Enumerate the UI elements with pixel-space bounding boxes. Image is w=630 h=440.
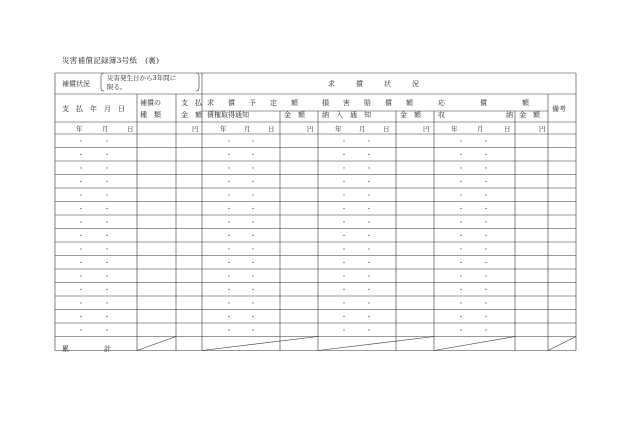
damage-amount-label: 金 額 [400,111,421,119]
remarks-heading: 備考 [552,105,566,113]
date-separator-dot: ・ [366,287,373,294]
date-separator-dot: ・ [341,287,348,294]
claim-notice-heading: 債権取得通知 [207,111,249,119]
comp-type-line1: 補償の [140,99,161,107]
date-separator-dot: ・ [366,233,373,240]
date-separator-dot: ・ [226,287,233,294]
date-separator-dot: ・ [366,165,373,173]
date-separator-dot: ・ [226,233,233,240]
total-diagonal [548,337,576,351]
date-separator-dot: ・ [250,179,257,186]
date-separator-dot: ・ [341,233,348,240]
date-separator-dot: ・ [226,206,233,213]
date-separator-dot: ・ [341,314,348,321]
date-separator-dot: ・ [341,192,348,200]
date-separator-dot: ・ [78,233,85,240]
receipt-heading: 収 [438,111,445,119]
date-separator-dot: ・ [250,152,257,159]
date-separator-dot: ・ [104,260,111,267]
date-separator-dot: ・ [483,260,490,267]
note-bracket-right [196,73,199,91]
date-separator-dot: ・ [341,138,348,146]
date-separator-dot: ・ [341,300,348,308]
date-separator-dot: ・ [458,327,465,335]
date-separator-dot: ・ [366,206,373,213]
date-separator-dot: ・ [104,179,111,186]
date-separator-dot: ・ [483,327,490,335]
unit-yen-1: 円 [192,125,199,133]
date-separator-dot: ・ [78,192,85,200]
total-diagonal [434,337,515,351]
date-separator-dot: ・ [104,219,111,227]
date-separator-dot: ・ [341,219,348,227]
date-separator-dot: ・ [458,273,465,281]
date-separator-dot: ・ [104,233,111,240]
date-separator-dot: ・ [104,165,111,173]
unit-yen-2: 円 [307,125,314,133]
unit-month-4: 月 [477,125,484,133]
date-separator-dot: ・ [78,273,85,281]
date-separator-dot: ・ [458,300,465,308]
date-separator-dot: ・ [104,300,111,308]
date-separator-dot: ・ [366,152,373,159]
note-bracket-left [101,73,104,91]
damage-heading: 損 害 賠 償 額 [322,99,413,107]
receipt-heading-2: 納 [506,111,513,119]
date-separator-dot: ・ [250,260,257,267]
date-separator-dot: ・ [366,179,373,186]
date-separator-dot: ・ [483,287,490,294]
date-separator-dot: ・ [226,219,233,227]
payment-date-heading: 支 払 年 月 日 [62,105,125,113]
date-separator-dot: ・ [483,219,490,227]
date-separator-dot: ・ [366,219,373,227]
date-separator-dot: ・ [226,152,233,159]
date-separator-dot: ・ [250,300,257,308]
date-separator-dot: ・ [483,273,490,281]
date-separator-dot: ・ [78,300,85,308]
comp-type-line2: 種 類 [140,111,161,119]
date-separator-dot: ・ [483,300,490,308]
date-separator-dot: ・ [226,138,233,146]
date-separator-dot: ・ [226,327,233,335]
unit-year-4: 年 [451,125,458,133]
date-separator-dot: ・ [458,314,465,321]
date-separator-dot: ・ [104,152,111,159]
date-separator-dot: ・ [483,233,490,240]
date-separator-dot: ・ [341,152,348,159]
date-separator-dot: ・ [78,152,85,159]
date-separator-dot: ・ [250,138,257,146]
unit-day-3: 日 [383,125,390,133]
date-separator-dot: ・ [483,314,490,321]
date-separator-dot: ・ [483,165,490,173]
unit-month-2: 月 [244,125,251,133]
unit-month-3: 月 [359,125,366,133]
date-separator-dot: ・ [250,233,257,240]
date-separator-dot: ・ [483,206,490,213]
date-separator-dot: ・ [250,192,257,200]
form-title: 災害補償記録簿3号紙 (裏) [62,56,160,65]
date-separator-dot: ・ [78,327,85,335]
date-separator-dot: ・ [250,287,257,294]
date-separator-dot: ・ [78,179,85,186]
total-diagonal [318,337,434,351]
date-separator-dot: ・ [366,246,373,254]
total-diagonal [137,337,176,351]
date-separator-dot: ・ [226,192,233,200]
unit-year-3: 年 [335,125,342,133]
date-separator-dot: ・ [250,219,257,227]
date-separator-dot: ・ [226,273,233,281]
date-separator-dot: ・ [458,165,465,173]
date-separator-dot: ・ [78,206,85,213]
response-amount-label: 金 額 [519,111,540,119]
date-separator-dot: ・ [78,219,85,227]
date-separator-dot: ・ [483,152,490,159]
date-separator-dot: ・ [458,287,465,294]
date-separator-dot: ・ [250,327,257,335]
date-separator-dot: ・ [226,314,233,321]
claim-status-heading: 求 償 状 況 [328,80,419,88]
date-separator-dot: ・ [226,246,233,254]
unit-yen-4: 円 [539,125,546,133]
date-separator-dot: ・ [458,179,465,186]
date-separator-dot: ・ [341,327,348,335]
claim-amount-heading: 求 償 予 定 額 [207,99,298,107]
date-separator-dot: ・ [226,300,233,308]
date-separator-dot: ・ [250,246,257,254]
date-separator-dot: ・ [366,273,373,281]
date-separator-dot: ・ [458,219,465,227]
total-label: 累 計 [62,345,111,353]
date-separator-dot: ・ [341,260,348,267]
date-separator-dot: ・ [104,206,111,213]
date-separator-dot: ・ [104,327,111,335]
unit-month-1: 月 [102,125,109,133]
date-separator-dot: ・ [104,287,111,294]
date-separator-dot: ・ [341,206,348,213]
date-separator-dot: ・ [341,165,348,173]
date-separator-dot: ・ [226,179,233,186]
date-separator-dot: ・ [78,260,85,267]
date-separator-dot: ・ [104,192,111,200]
date-separator-dot: ・ [250,206,257,213]
claim-amount-label: 金 額 [284,111,305,119]
unit-yen-3: 円 [423,125,430,133]
date-separator-dot: ・ [366,138,373,146]
date-separator-dot: ・ [458,233,465,240]
date-separator-dot: ・ [250,273,257,281]
status-note-line1: 災害発生日から3年間に [107,74,177,82]
unit-year-2: 年 [220,125,227,133]
response-heading: 応 償 額 [438,99,529,107]
date-separator-dot: ・ [250,165,257,173]
date-separator-dot: ・ [226,260,233,267]
date-separator-dot: ・ [104,273,111,281]
date-separator-dot: ・ [104,138,111,146]
date-separator-dot: ・ [104,246,111,254]
paid-amount-line2: 金 額 [181,111,202,119]
date-separator-dot: ・ [226,165,233,173]
date-separator-dot: ・ [341,179,348,186]
date-separator-dot: ・ [458,152,465,159]
payment-notice-heading: 納 入 通 知 [322,111,371,119]
date-separator-dot: ・ [366,192,373,200]
date-separator-dot: ・ [483,192,490,200]
unit-year-1: 年 [76,125,83,133]
date-separator-dot: ・ [366,327,373,335]
date-separator-dot: ・ [458,138,465,146]
date-separator-dot: ・ [458,192,465,200]
date-separator-dot: ・ [458,260,465,267]
unit-day-4: 日 [504,125,511,133]
date-separator-dot: ・ [78,287,85,294]
date-separator-dot: ・ [78,246,85,254]
date-separator-dot: ・ [250,314,257,321]
date-separator-dot: ・ [458,206,465,213]
total-diagonal [202,337,318,351]
date-separator-dot: ・ [78,165,85,173]
unit-day-2: 日 [268,125,275,133]
date-separator-dot: ・ [483,179,490,186]
date-separator-dot: ・ [458,246,465,254]
date-separator-dot: ・ [341,246,348,254]
status-label: 補償状況 [62,80,90,88]
status-note-line2: 限る。 [107,83,127,91]
date-separator-dot: ・ [104,314,111,321]
date-separator-dot: ・ [78,314,85,321]
date-separator-dot: ・ [78,138,85,146]
unit-day-1: 日 [127,125,134,133]
date-separator-dot: ・ [341,273,348,281]
date-separator-dot: ・ [483,138,490,146]
date-separator-dot: ・ [366,260,373,267]
date-separator-dot: ・ [366,314,373,321]
date-separator-dot: ・ [366,300,373,308]
paid-amount-line1: 支 払 [181,99,202,107]
date-separator-dot: ・ [483,246,490,254]
